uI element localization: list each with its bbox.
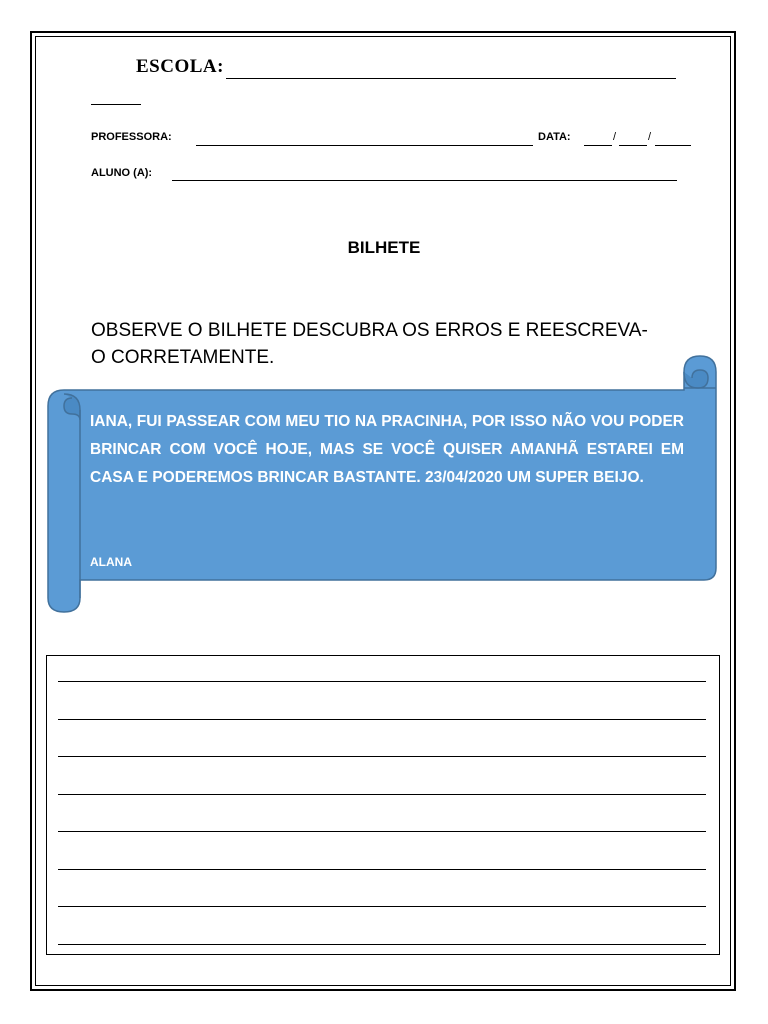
answer-line[interactable]: [58, 869, 706, 870]
aluno-label: ALUNO (A):: [91, 167, 153, 179]
note-body: [90, 408, 684, 492]
answer-line[interactable]: [58, 794, 706, 795]
answer-line[interactable]: [58, 906, 706, 907]
professora-label: PROFESSORA:: [91, 131, 172, 143]
answer-box: [46, 655, 720, 955]
answer-line[interactable]: [58, 831, 706, 832]
note-signature: ALANA: [90, 555, 132, 569]
page-title: BILHETE: [347, 238, 421, 257]
answer-line[interactable]: [58, 756, 706, 757]
answer-line[interactable]: [58, 719, 706, 720]
answer-line[interactable]: [58, 944, 706, 945]
note-text: IANA, FUI PASSEAR COM MEU TIO NA PRACINHA, POR ISSO NÃO VOU PODER BRINCAR COM VOCÊ HOJE, MAS SE VOCÊ QUISER AMANHÃ ESTAREI EM CASA E PODEREMOS BRINCAR BASTANTE. 23/04/2020 UM SUPER BEIJO.: [90, 413, 684, 486]
answer-line[interactable]: [58, 681, 706, 682]
escola-label: ESCOLA:: [136, 56, 224, 77]
data-label: DATA:: [538, 131, 571, 143]
date-slash: /: [648, 131, 652, 143]
instruction-text: OBSERVE O BILHETE DESCUBRA OS ERROS E REESCREVA-O CORRETAMENTE.: [91, 320, 648, 368]
date-slash: /: [613, 131, 617, 143]
